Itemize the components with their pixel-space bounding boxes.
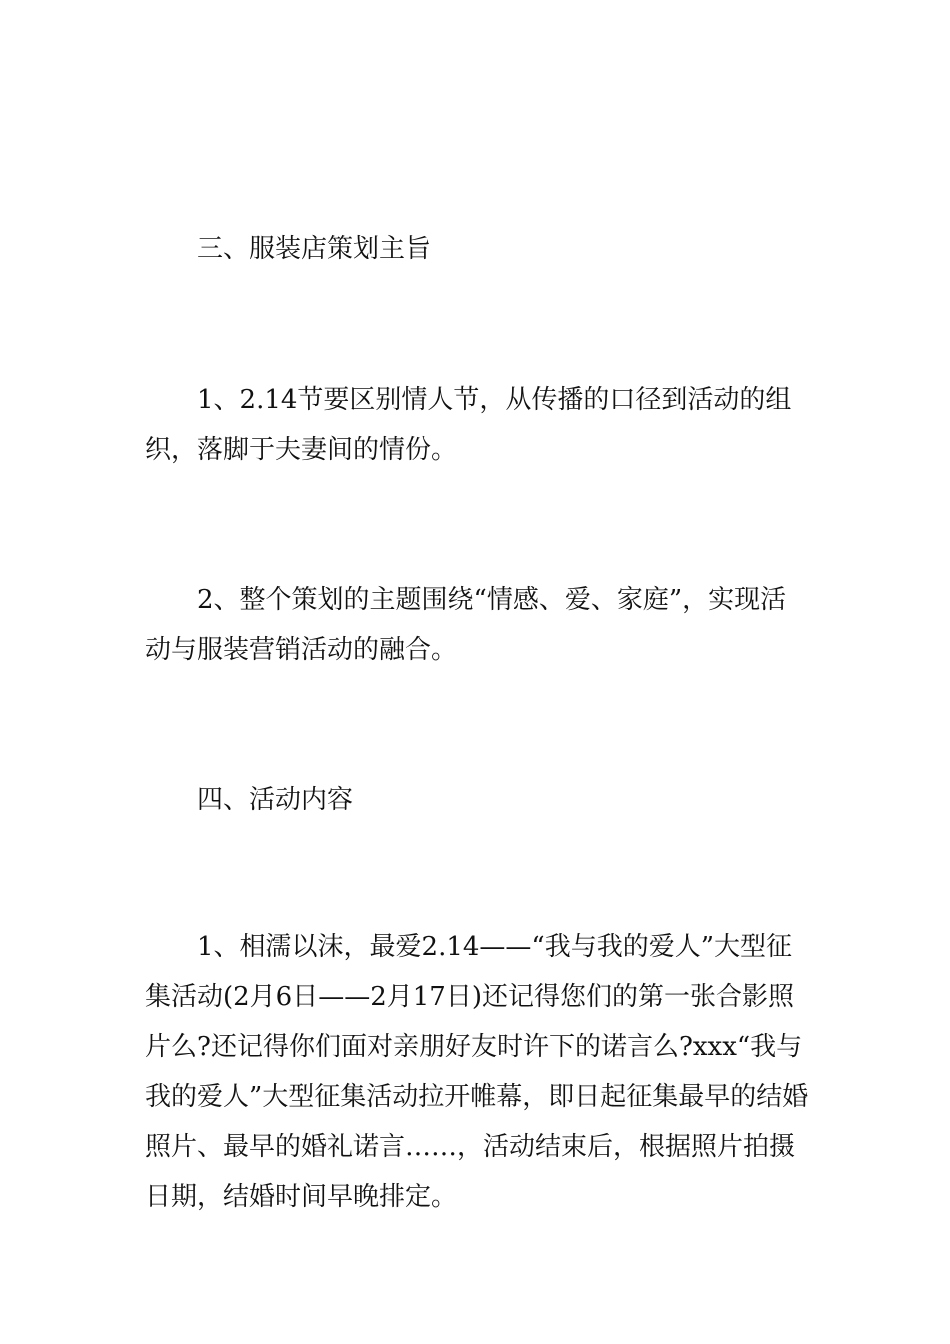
section-heading-activity-content: 四、活动内容 <box>197 785 354 815</box>
paragraph-activity-1: 1、相濡以沫，最爱2.14——“我与我的爱人”大型征集活动(2月6日——2月17日)还记得您们的第一张合影照片么?还记得你们面对亲朋好友时许下的诺言么?xxx“我与我的爱人”大型征集活动拉开帷幕，即日起征集最早的结婚照片、最早的婚礼诺言……，活动结束后，根据照片拍摄日期，结婚时间早晚排定。 <box>145 932 809 1212</box>
paragraph-point-2: 2、整个策划的主题围绕“情感、爱、家庭”，实现活动与服装营销活动的融合。 <box>145 585 787 665</box>
section-heading-planning-purpose: 三、服装店策划主旨 <box>197 234 432 264</box>
paragraph-point-1: 1、2.14节要区别情人节，从传播的口径到活动的组织，落脚于夫妻间的情份。 <box>145 385 792 465</box>
